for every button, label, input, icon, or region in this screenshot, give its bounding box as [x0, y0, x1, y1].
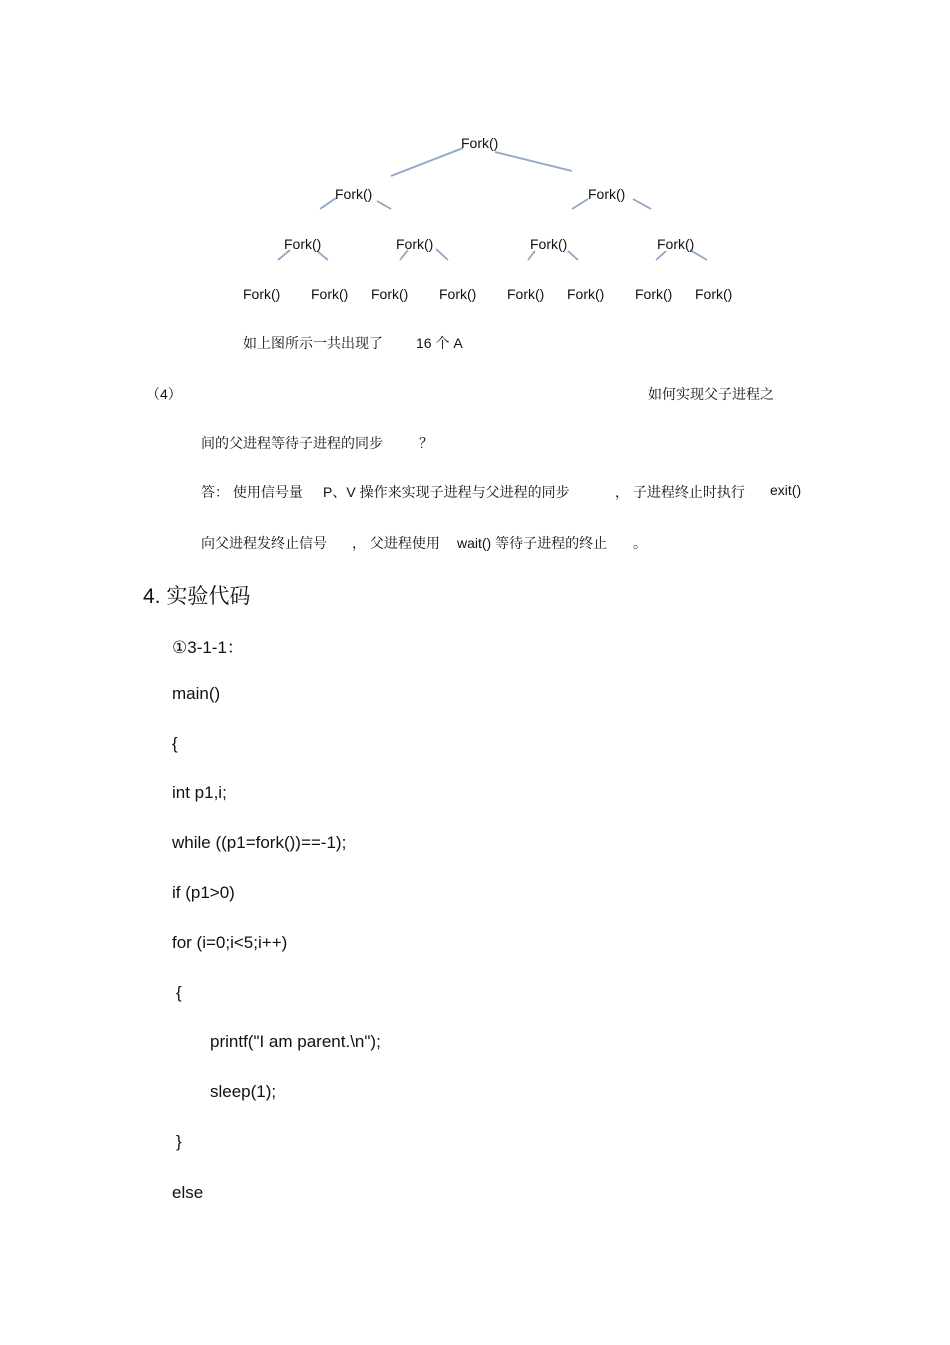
fork-node-l4-7: Fork(): [635, 286, 673, 302]
fork-tree-lines: [0, 0, 950, 320]
fork-node-l4-3: Fork(): [371, 286, 409, 302]
answer-part6: ， 父进程使用: [352, 535, 440, 551]
answer-part8: 。: [633, 535, 647, 551]
question-mark: ？: [419, 435, 433, 451]
answer-part5: 向父进程发终止信号: [201, 535, 327, 551]
code-line: while ((p1=fork())==-1);: [172, 833, 347, 852]
answer-part3: ， 子进程终止时执行: [615, 484, 745, 500]
fork-node-l2-left: Fork(): [335, 186, 373, 202]
section-title: 4. 实验代码: [143, 585, 251, 608]
fork-node-l2-right: Fork(): [588, 186, 626, 202]
code-line: int p1,i;: [172, 783, 227, 802]
answer-part7: wait() 等待子进程的终止: [457, 535, 608, 551]
summary-prefix: 如上图所示一共出现了: [243, 335, 383, 351]
fork-node-l4-6: Fork(): [567, 286, 605, 302]
summary-count: 16 个 A: [416, 335, 463, 351]
code-line: {: [176, 983, 182, 1002]
code-line: printf("I am parent.\n");: [210, 1032, 381, 1051]
fork-node-root: Fork(): [461, 135, 499, 151]
answer-part4: exit(): [770, 482, 802, 498]
answer-part1: 答： 使用信号量: [201, 484, 303, 500]
code-line: if (p1>0): [172, 883, 235, 902]
code-line: main(): [172, 684, 221, 703]
code-line: sleep(1);: [210, 1082, 277, 1101]
fork-node-l4-8: Fork(): [695, 286, 733, 302]
code-line: else: [172, 1183, 204, 1202]
code-line: {: [172, 734, 178, 753]
code-label: ①3-1-1：: [172, 638, 244, 657]
code-line: }: [176, 1132, 182, 1151]
fork-node-l4-1: Fork(): [243, 286, 281, 302]
fork-node-l3-1: Fork(): [284, 236, 322, 252]
fork-node-l4-5: Fork(): [507, 286, 545, 302]
answer-part2: P、V 操作来实现子进程与父进程的同步: [323, 484, 570, 500]
question-line2: 间的父进程等待子进程的同步: [201, 435, 383, 451]
question-line1: 如何实现父子进程之: [648, 386, 774, 402]
fork-node-l3-3: Fork(): [530, 236, 568, 252]
fork-node-l4-4: Fork(): [439, 286, 477, 302]
fork-node-l3-4: Fork(): [657, 236, 695, 252]
fork-node-l4-2: Fork(): [311, 286, 349, 302]
fork-node-l3-2: Fork(): [396, 236, 434, 252]
code-line: for (i=0;i<5;i++): [172, 933, 288, 952]
question-number: （4）: [146, 386, 182, 402]
